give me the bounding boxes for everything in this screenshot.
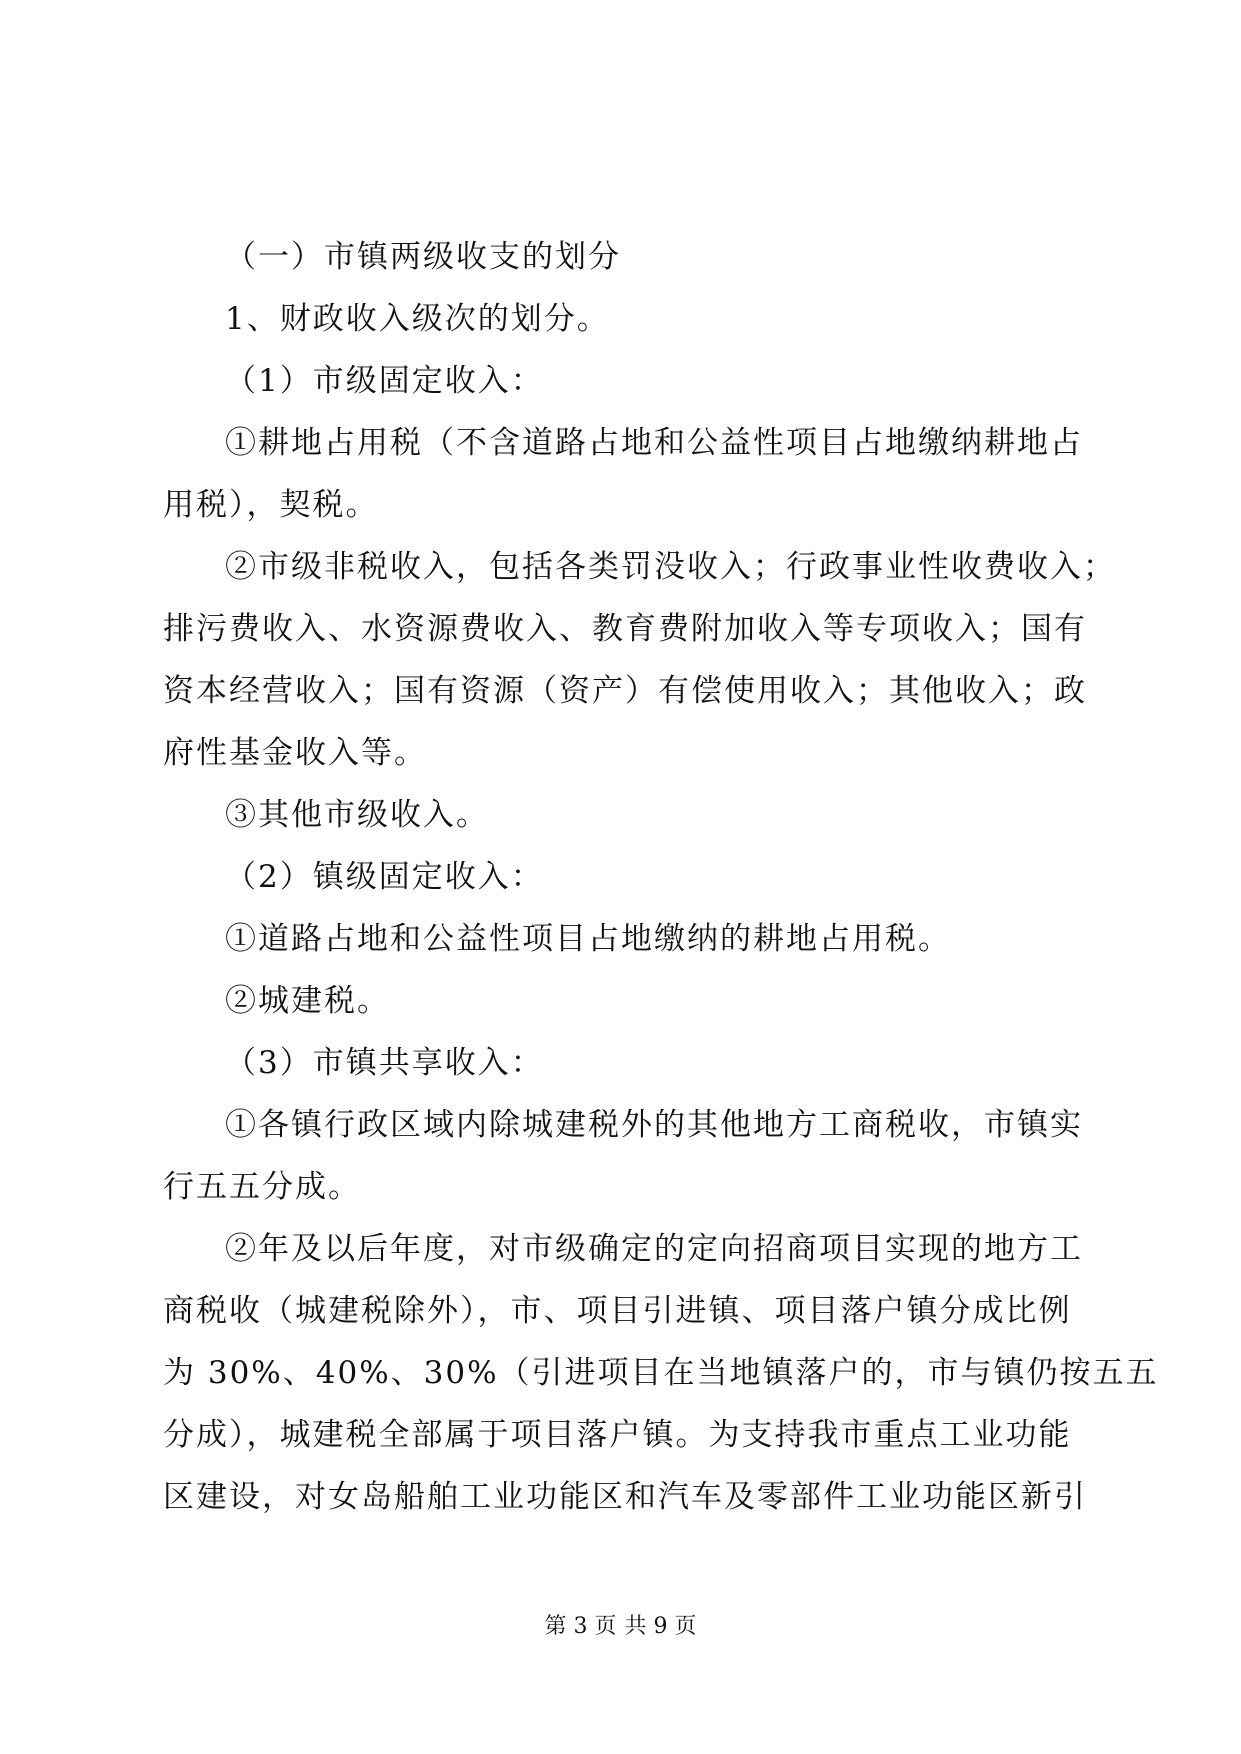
page-footer (0, 1612, 1241, 1642)
paragraph-item-2-2: ②城建税。 (225, 983, 390, 1019)
paragraph-line: 用税），契税。 (163, 487, 379, 523)
total-pages-label: 共 9 页 (624, 1614, 697, 1639)
paragraph-line: 排污费收入、水资源费收入、教育费附加收入等专项收入；国有 (163, 611, 1087, 647)
paragraph-line: ①耕地占用税（不含道路占地和公益性项目占地缴纳耕地占 (225, 425, 1083, 461)
paragraph-line: 区建设，对女岛船舶工业功能区和汽车及零部件工业功能区新引 (163, 1479, 1087, 1515)
paragraph-item-1-2 (163, 536, 1116, 784)
paragraph-line: 行五五分成。 (163, 1169, 361, 1205)
paragraph-item-1-3: ③其他市级收入。 (225, 797, 489, 833)
subsection-3-title: （3）市镇共享收入： (225, 1045, 544, 1081)
paragraph-line: 府性基金收入等。 (163, 735, 427, 771)
paragraph-line: 为 30%、40%、30%（引进项目在当地镇落户的，市与镇仍按五五 (163, 1355, 1159, 1391)
paragraph-line: ②市级非税收入，包括各类罚没收入；行政事业性收费收入； (225, 549, 1116, 585)
paragraph-line: 资本经营收入；国有资源（资产）有偿使用收入；其他收入；政 (163, 673, 1087, 709)
document-body (163, 226, 1159, 1528)
paragraph-item-3-1 (163, 1094, 1083, 1218)
paragraph-line: 分成），城建税全部属于项目落户镇。为支持我市重点工业功能 (163, 1417, 1072, 1453)
subsection-2-title: （2）镇级固定收入： (225, 859, 544, 895)
paragraph-item-3-2 (163, 1218, 1159, 1528)
subsection-1-title: （1）市级固定收入： (225, 363, 544, 399)
paragraph-line: ①各镇行政区域内除城建税外的其他地方工商税收，市镇实 (225, 1107, 1083, 1143)
current-page-label: 第 3 页 (544, 1614, 617, 1639)
paragraph-line: 商税收（城建税除外），市、项目引进镇、项目落户镇分成比例 (163, 1293, 1072, 1329)
section-1-title: 1、财政收入级次的划分。 (225, 301, 610, 337)
section-heading: （一）市镇两级收支的划分 (225, 239, 621, 275)
paragraph-item-1-1 (163, 412, 1083, 536)
paragraph-item-2-1: ①道路占地和公益性项目占地缴纳的耕地占用税。 (225, 921, 951, 957)
paragraph-line: ②年及以后年度，对市级确定的定向招商项目实现的地方工 (225, 1231, 1083, 1267)
